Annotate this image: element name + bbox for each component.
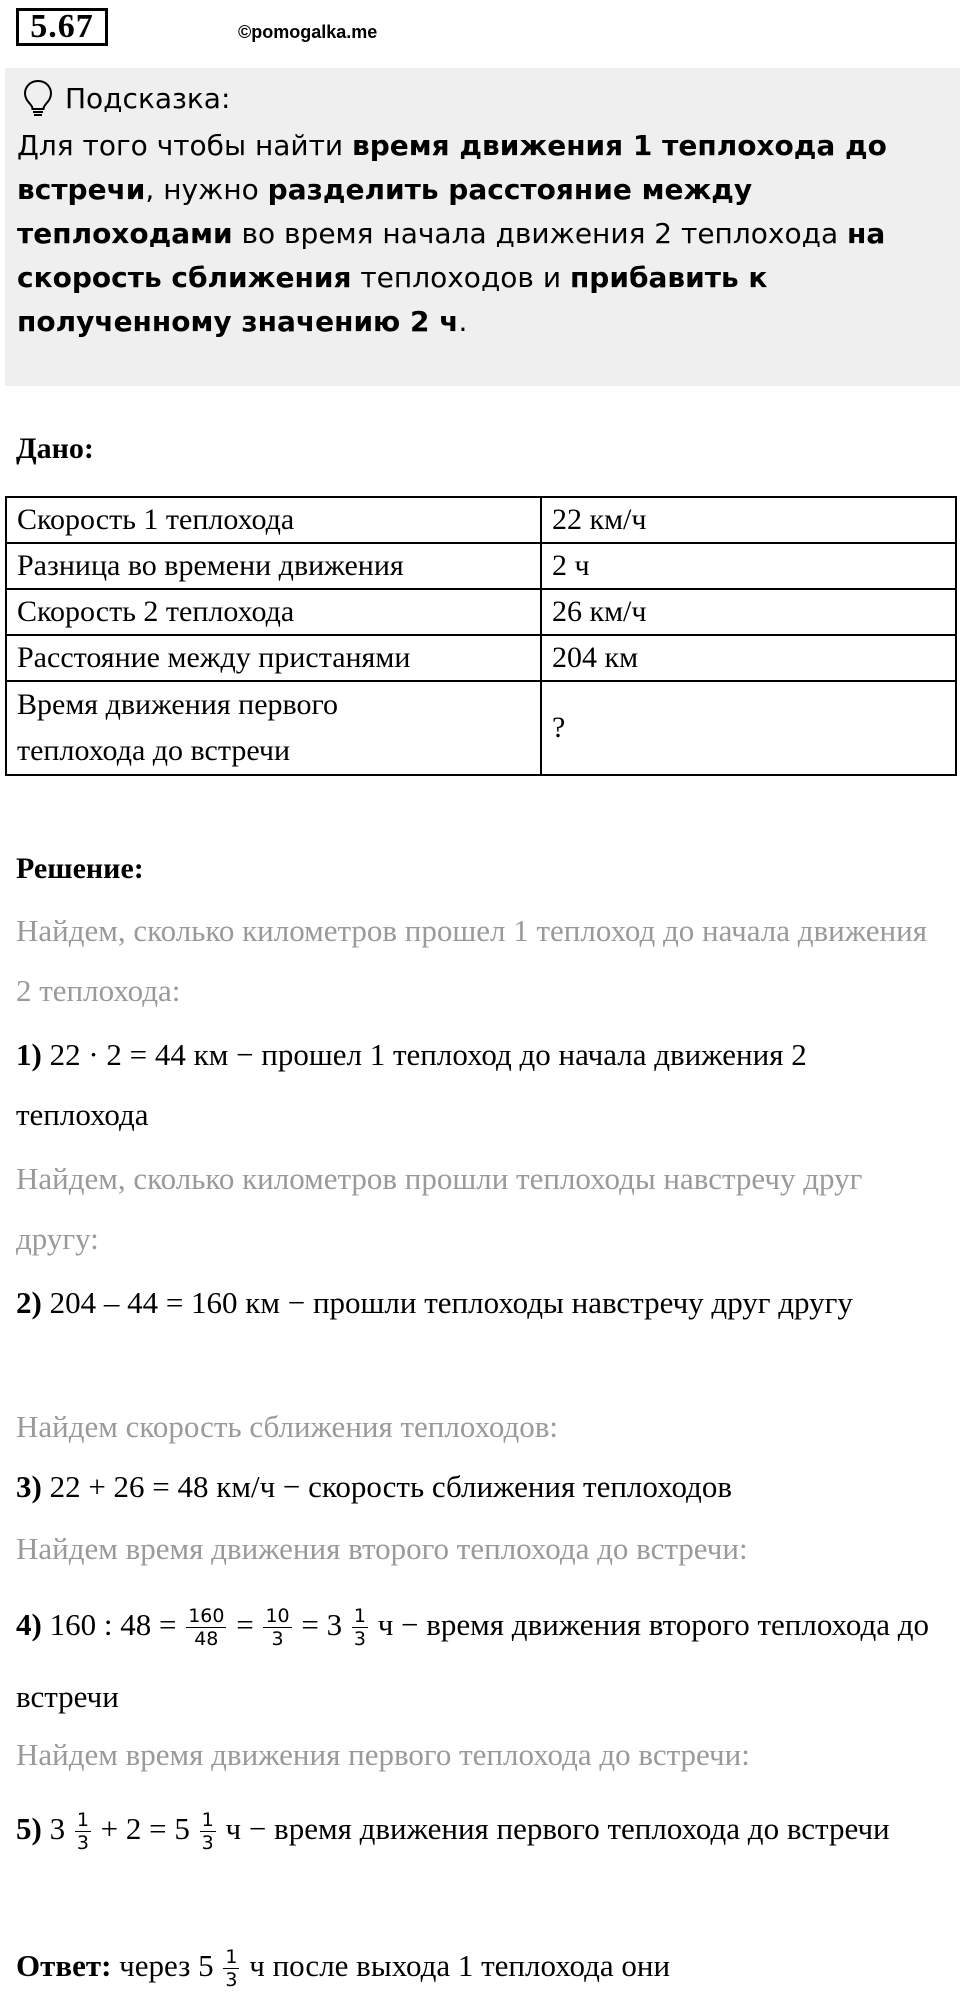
step-text: = 3: [293, 1607, 350, 1642]
given-label: [6, 681, 541, 775]
hint-header: [23, 78, 230, 118]
solution-step: [16, 1793, 946, 1865]
given-label-line: теплохода до встречи: [17, 734, 291, 767]
answer-label: Ответ:: [16, 1948, 112, 1983]
step-text: ч − время движения первого теплохода до встречи: [217, 1811, 890, 1846]
step-number: 2): [16, 1285, 42, 1320]
fraction: [352, 1605, 368, 1650]
fraction: [200, 1809, 216, 1854]
solution-step: [16, 1273, 946, 1333]
fraction: [186, 1605, 226, 1650]
solution-title: Решение:: [16, 852, 144, 885]
step-text: 204 – 44 = 160 км − прошли теплоходы навстречу друг другу: [41, 1285, 853, 1320]
fraction-denominator: 3: [76, 1832, 89, 1855]
hint-text-part: во время начала движения 2 теплохода: [232, 217, 848, 250]
hint-text-part: Для того чтобы найти: [17, 129, 353, 162]
hint-text-part: .: [458, 305, 468, 338]
given-label: Скорость 2 теплохода: [6, 589, 541, 635]
fraction-denominator: 3: [201, 1832, 214, 1855]
solution-step: [16, 1589, 946, 1733]
step-text: 3: [41, 1811, 73, 1846]
copyright: ©pomogalka.me: [238, 22, 378, 42]
given-value: ?: [541, 681, 956, 775]
fraction-denominator: 3: [353, 1628, 366, 1651]
task-number: 5.67: [16, 8, 108, 46]
solution-intro: Найдем время движения первого теплохода до встречи:: [16, 1737, 750, 1772]
fraction: [75, 1809, 91, 1854]
step-text: ч − время движения второго теплохода до встречи: [16, 1607, 930, 1714]
given-label: Разница во времени движения: [6, 543, 541, 589]
fraction-denominator: 48: [194, 1628, 219, 1651]
given-value: 26 км/ч: [541, 589, 956, 635]
table-row: [6, 681, 956, 775]
solution-intro: Найдем скорость сближения теплоходов:: [16, 1409, 559, 1444]
fraction: [263, 1605, 291, 1650]
step-text: =: [228, 1607, 262, 1642]
fraction: [223, 1946, 239, 1991]
solution-intro: Найдем, сколько километров прошли теплоходы навстречу друг другу:: [16, 1161, 863, 1256]
table-row: [6, 635, 956, 681]
step-number: 3): [16, 1469, 42, 1504]
step-text: 22 + 26 = 48 км/ч − скорость сближения теплоходов: [41, 1469, 732, 1504]
answer: [16, 1936, 946, 1996]
fraction-numerator: 1: [353, 1605, 366, 1628]
given-value: 2 ч: [541, 543, 956, 589]
given-table: [5, 496, 957, 776]
fraction-denominator: 3: [225, 1969, 238, 1992]
hint-text: [17, 124, 927, 344]
given-label-line: Время движения первого: [17, 688, 339, 721]
fraction-numerator: 1: [201, 1809, 214, 1832]
step-text: + 2 = 5: [92, 1811, 198, 1846]
hint-text-emphasis: прибавить к полученному значению 2 ч: [17, 261, 768, 338]
table-row: [6, 543, 956, 589]
step-text: 160 : 48 =: [41, 1607, 185, 1642]
solution-intro: Найдем, сколько километров прошел 1 теплоход до начала движения 2 теплохода:: [16, 913, 927, 1008]
fraction-numerator: 160: [188, 1605, 225, 1628]
given-value: 22 км/ч: [541, 497, 956, 543]
hint-text-emphasis: время движения 1 теплохода до встречи: [17, 129, 887, 206]
hint-box: [5, 68, 960, 386]
answer-text: через 5: [111, 1948, 222, 1983]
answer-text: ч после выхода 1 теплохода они: [241, 1948, 671, 1983]
hint-text-emphasis: на скорость сближения: [17, 217, 886, 294]
given-label: Скорость 1 теплохода: [6, 497, 541, 543]
step-number: 4): [16, 1607, 42, 1642]
hint-text-emphasis: разделить расстояние между теплоходами: [17, 173, 753, 250]
table-row: [6, 497, 956, 543]
solution-step: [16, 1025, 946, 1145]
fraction-numerator: 1: [225, 1946, 238, 1969]
step-number: 1): [16, 1037, 42, 1072]
fraction-denominator: 3: [271, 1628, 284, 1651]
hint-text-part: теплоходов и: [351, 261, 570, 294]
hint-text-part: , нужно: [145, 173, 268, 206]
solution-intro: Найдем время движения второго теплохода до встречи:: [16, 1531, 748, 1566]
fraction-numerator: 1: [76, 1809, 89, 1832]
fraction-numerator: 10: [265, 1605, 290, 1628]
given-label: Расстояние между пристанями: [6, 635, 541, 681]
given-title: Дано:: [16, 432, 94, 465]
step-text: 22 · 2 = 44 км − прошел 1 теплоход до начала движения 2 теплохода: [16, 1037, 807, 1132]
step-number: 5): [16, 1811, 42, 1846]
table-row: [6, 589, 956, 635]
hint-title: Подсказка:: [65, 81, 231, 115]
given-value: 204 км: [541, 635, 956, 681]
solution-step: [16, 1457, 946, 1517]
lightbulb-icon: [23, 79, 53, 117]
